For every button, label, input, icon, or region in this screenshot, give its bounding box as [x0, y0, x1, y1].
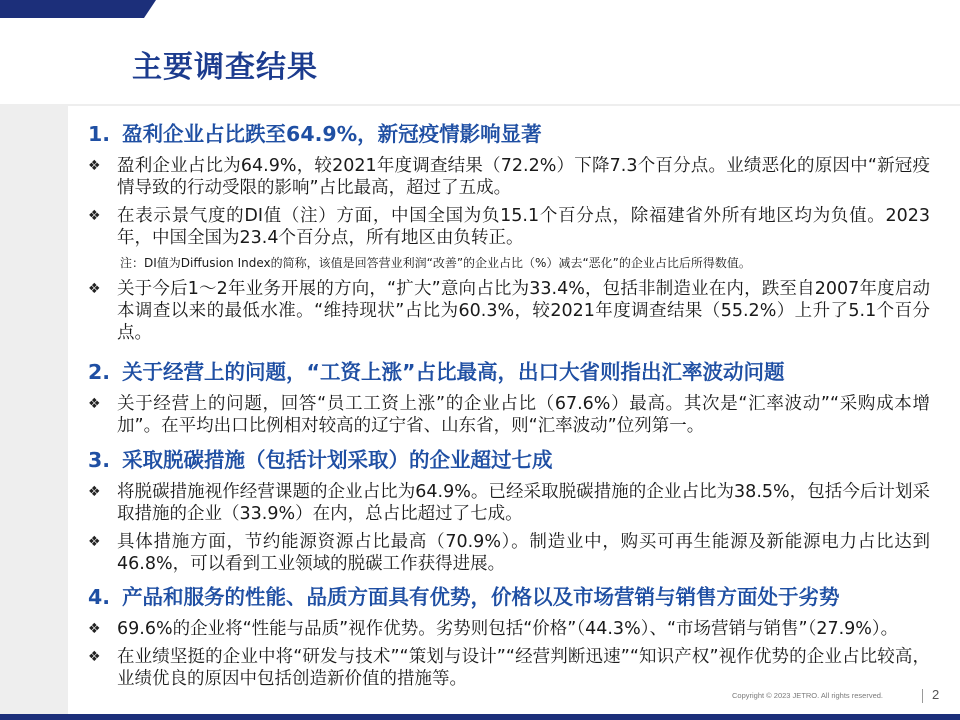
bullet-item [88, 205, 930, 249]
bullet-text: 盈利企业占比为64.9%，较2021年度调查结果（72.2%）下降7.3个百分点。业绩恶化的原因中“新冠疫情导致的行动受限的影响”占比最高，超过了五成。 [117, 156, 930, 198]
diamond-bullet-icon: ❖ [88, 396, 101, 412]
bullet-item [88, 531, 930, 575]
section-heading [88, 446, 930, 474]
diamond-bullet-icon: ❖ [88, 208, 101, 224]
bullet-item [88, 646, 930, 690]
bullet-text: 69.6%的企业将“性能与品质”视作优势。劣势则包括“价格”（44.3%）、“市场营销与销售”（27.9%）。 [117, 619, 899, 639]
finding-section-3 [88, 446, 930, 581]
bullet-text: 具体措施方面，节约能源资源占比最高（70.9%）。制造业中，购买可再生能源及新能源电力占比达到46.8%，可以看到工业领域的脱碳工作获得进展。 [117, 532, 930, 574]
footer-divider [922, 689, 923, 703]
diamond-bullet-icon: ❖ [88, 484, 101, 500]
section-heading-text: 产品和服务的性能、品质方面具有优势，价格以及市场营销与销售方面处于劣势 [122, 585, 840, 609]
section-number: 4. [88, 585, 111, 609]
diamond-bullet-icon: ❖ [88, 649, 101, 665]
section-heading-text: 采取脱碳措施（包括计划采取）的企业超过七成 [122, 448, 553, 472]
section-heading-text: 盈利企业占比跌至64.9%，新冠疫情影响显著 [122, 122, 542, 146]
bullet-item [88, 155, 930, 199]
section-heading [88, 120, 930, 148]
slide-title: 主要调查结果 [132, 50, 318, 85]
diamond-bullet-icon: ❖ [88, 621, 101, 637]
bullet-text: 关于经营上的问题，回答“员工工资上涨”的企业占比（67.6%）最高。其次是“汇率波动”“采购成本增加”。在平均出口比例相对较高的辽宁省、山东省，则“汇率波动”位列第一。 [117, 394, 930, 436]
finding-section-2 [88, 358, 930, 443]
copyright-notice: Copyright © 2023 JETRO. All rights reserved. [732, 691, 884, 700]
section-heading [88, 583, 930, 611]
diamond-bullet-icon: ❖ [88, 158, 101, 174]
section-heading [88, 358, 930, 386]
bullet-list [88, 618, 930, 690]
section-heading-text: 关于经营上的问题，“工资上涨”占比最高，出口大省则指出汇率波动问题 [122, 360, 785, 384]
bullet-item [88, 393, 930, 437]
finding-section-4 [88, 583, 930, 696]
bullet-list [88, 155, 930, 344]
bullet-list [88, 481, 930, 575]
diamond-bullet-icon: ❖ [88, 534, 101, 550]
section-number: 3. [88, 448, 111, 472]
bullet-text: 关于今后1～2年业务开展的方向，“扩大”意向占比为33.4%，包括非制造业在内，跌至自2007年度启动本调查以来的最低水准。“维持现状”占比为60.3%，较2021年度调查结果（55.2%）上升了5.1个百分点。 [117, 279, 930, 343]
diamond-bullet-icon: ❖ [88, 281, 101, 297]
bullet-text: 在表示景气度的DI值（注）方面，中国全国为负15.1个百分点，除福建省外所有地区均为负值。2023年，中国全国为23.4个百分点，所有地区由负转正。 [117, 206, 930, 248]
finding-section-1 [88, 120, 930, 350]
bullet-text: 在业绩坚挺的企业中将“研发与技术”“策划与设计”“经营判断迅速”“知识产权”视作优势的企业占比较高，业绩优良的原因中包括创造新价值的措施等。 [117, 647, 930, 689]
bottom-accent-bar [0, 714, 960, 720]
bullet-item [88, 278, 930, 344]
bullet-text: 将脱碳措施视作经营课题的企业占比为64.9%。已经采取脱碳措施的企业占比为38.5%，包括今后计划采取措施的企业（33.9%）在内，总占比超过了七成。 [117, 482, 930, 524]
top-accent-bar [0, 0, 156, 18]
section-number: 1. [88, 122, 111, 146]
bullet-list [88, 393, 930, 437]
page-number: 2 [932, 687, 940, 702]
bullet-item [88, 618, 930, 640]
bullet-item [88, 481, 930, 525]
footnote: 注：DI值为Diffusion Index的简称，该值是回答营业利润“改善”的企业占比（%）减去“恶化”的企业占比后所得数值。 [120, 256, 751, 270]
section-number: 2. [88, 360, 111, 384]
